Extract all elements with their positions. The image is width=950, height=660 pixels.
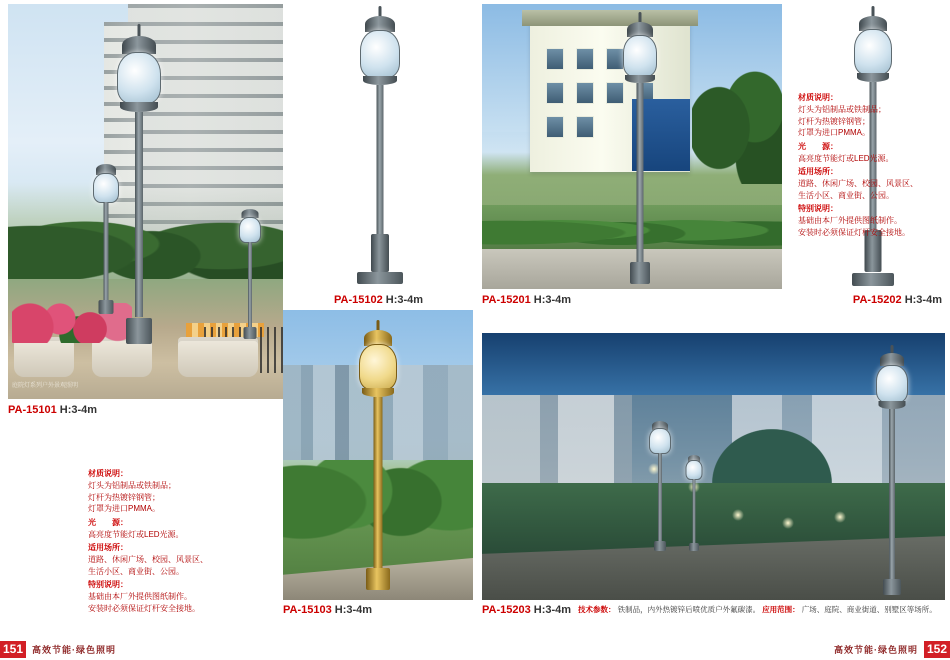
caption-pa-15103 bbox=[283, 604, 372, 616]
footer-right bbox=[476, 638, 950, 660]
light-glow bbox=[834, 511, 846, 523]
pagoda-hill bbox=[712, 429, 832, 483]
page-number-left: 151 bbox=[0, 641, 26, 658]
lamp-post-secondary bbox=[230, 209, 270, 339]
spec-line: 生活小区、商业街、公园。 bbox=[88, 566, 184, 576]
spec-heading-application: 适用场所： bbox=[798, 167, 838, 176]
spec-heading-note: 特别说明： bbox=[798, 204, 838, 213]
spec-line: 道路、休闲广场、校园、风景区、 bbox=[798, 179, 918, 188]
planter bbox=[14, 337, 74, 377]
spec-line: 灯罩为进口PMMA。 bbox=[88, 504, 160, 513]
product-code: PA-15102 bbox=[334, 294, 383, 306]
tech-note-label: 技术参数： bbox=[578, 605, 616, 614]
photo-pa-15102-product bbox=[300, 4, 460, 289]
spec-heading-material: 材质说明： bbox=[88, 469, 128, 478]
photo-pa-15203-waterfront-plaza bbox=[482, 333, 945, 600]
caption-pa-15201 bbox=[482, 294, 571, 306]
product-code: PA-15103 bbox=[283, 604, 332, 616]
lamp-post-secondary bbox=[84, 164, 128, 314]
spec-line: 基础由本厂外提供图纸制作。 bbox=[88, 592, 192, 601]
product-code: PA-15201 bbox=[482, 294, 531, 306]
caption-pa-15102 bbox=[334, 294, 423, 306]
product-height: H:3-4m bbox=[385, 294, 424, 306]
photo-pa-15201-villa-garden bbox=[482, 4, 782, 289]
photo-pa-15101-residential-garden bbox=[8, 4, 283, 399]
tech-note-pa-15203 bbox=[578, 605, 937, 615]
tech-note-label-2: 应用范围： bbox=[762, 605, 800, 614]
product-height: H:3-4m bbox=[533, 294, 572, 306]
spec-line: 高亮度节能灯或LED光源。 bbox=[88, 529, 184, 539]
spec-heading-lightsource: 光 源： bbox=[798, 141, 838, 151]
light-glow bbox=[732, 509, 744, 521]
spec-block-left-bottom bbox=[88, 468, 238, 614]
spec-line: 灯头为铝制品或铁制品； bbox=[88, 481, 176, 490]
footer-tagline-right: 高效节能·绿色照明 bbox=[834, 644, 918, 655]
lamp-post-pa-15103 bbox=[341, 320, 415, 590]
photo-pa-15103-gold-lamp-city bbox=[283, 310, 473, 600]
product-code: PA-15101 bbox=[8, 404, 57, 416]
planter bbox=[178, 337, 258, 377]
tree-group bbox=[692, 44, 782, 184]
spec-heading-note: 特别说明： bbox=[88, 580, 128, 589]
lamp-post-pa-15102 bbox=[342, 6, 418, 284]
light-glow bbox=[782, 517, 794, 529]
product-height: H:3-4m bbox=[334, 604, 373, 616]
spec-line: 高亮度节能灯或LED光源。 bbox=[798, 153, 894, 163]
spec-line: 生活小区、商业街、公园。 bbox=[798, 190, 894, 200]
product-height: H:3-4m bbox=[533, 604, 572, 616]
product-height: H:3-4m bbox=[59, 404, 98, 416]
caption-pa-15101 bbox=[8, 404, 97, 416]
spec-heading-application: 适用场所： bbox=[88, 543, 128, 552]
lamp-post-pa-15203-foreground bbox=[862, 345, 922, 595]
page-number-right: 152 bbox=[924, 641, 950, 658]
caption-pa-15202 bbox=[853, 294, 942, 306]
footer-tagline-left: 高效节能·绿色照明 bbox=[32, 644, 116, 655]
lamp-post-pa-15201 bbox=[610, 12, 670, 284]
lamp-post-midground bbox=[678, 455, 710, 551]
caption-pa-15203 bbox=[482, 604, 571, 616]
lamp-post-midground bbox=[640, 421, 680, 551]
product-code: PA-15202 bbox=[852, 294, 902, 306]
tech-note-body-2: 广场、庭院、商业街道、别墅区等场所。 bbox=[801, 605, 937, 614]
spec-line: 灯杆为热镀锌钢管； bbox=[798, 116, 870, 126]
photo-watermark: 庭院灯系列户外景观照明 bbox=[12, 383, 79, 389]
page-gutter bbox=[474, 0, 476, 660]
spec-block-right-top bbox=[798, 92, 948, 238]
spec-line: 安装时必须保证灯杆安全接地。 bbox=[798, 227, 910, 237]
product-code: PA-15203 bbox=[482, 604, 531, 616]
spec-line: 基础由本厂外提供图纸制作。 bbox=[798, 216, 902, 225]
spec-line: 灯头为铝制品或铁制品； bbox=[798, 105, 886, 114]
product-height: H:3-4m bbox=[904, 294, 942, 306]
spec-line: 安装时必须保证灯杆安全接地。 bbox=[88, 603, 200, 613]
spec-line: 道路、休闲广场、校园、风景区、 bbox=[88, 555, 208, 564]
footer-left bbox=[0, 638, 474, 660]
tech-note-body: 铁制品，内外热镀锌后喷优质户外氟碳漆。 bbox=[617, 605, 761, 614]
spec-heading-lightsource: 光 源： bbox=[88, 517, 128, 527]
spec-line: 灯罩为进口PMMA。 bbox=[798, 128, 870, 137]
spec-line: 灯杆为热镀锌钢管； bbox=[88, 492, 160, 502]
spec-heading-material: 材质说明： bbox=[798, 93, 838, 102]
